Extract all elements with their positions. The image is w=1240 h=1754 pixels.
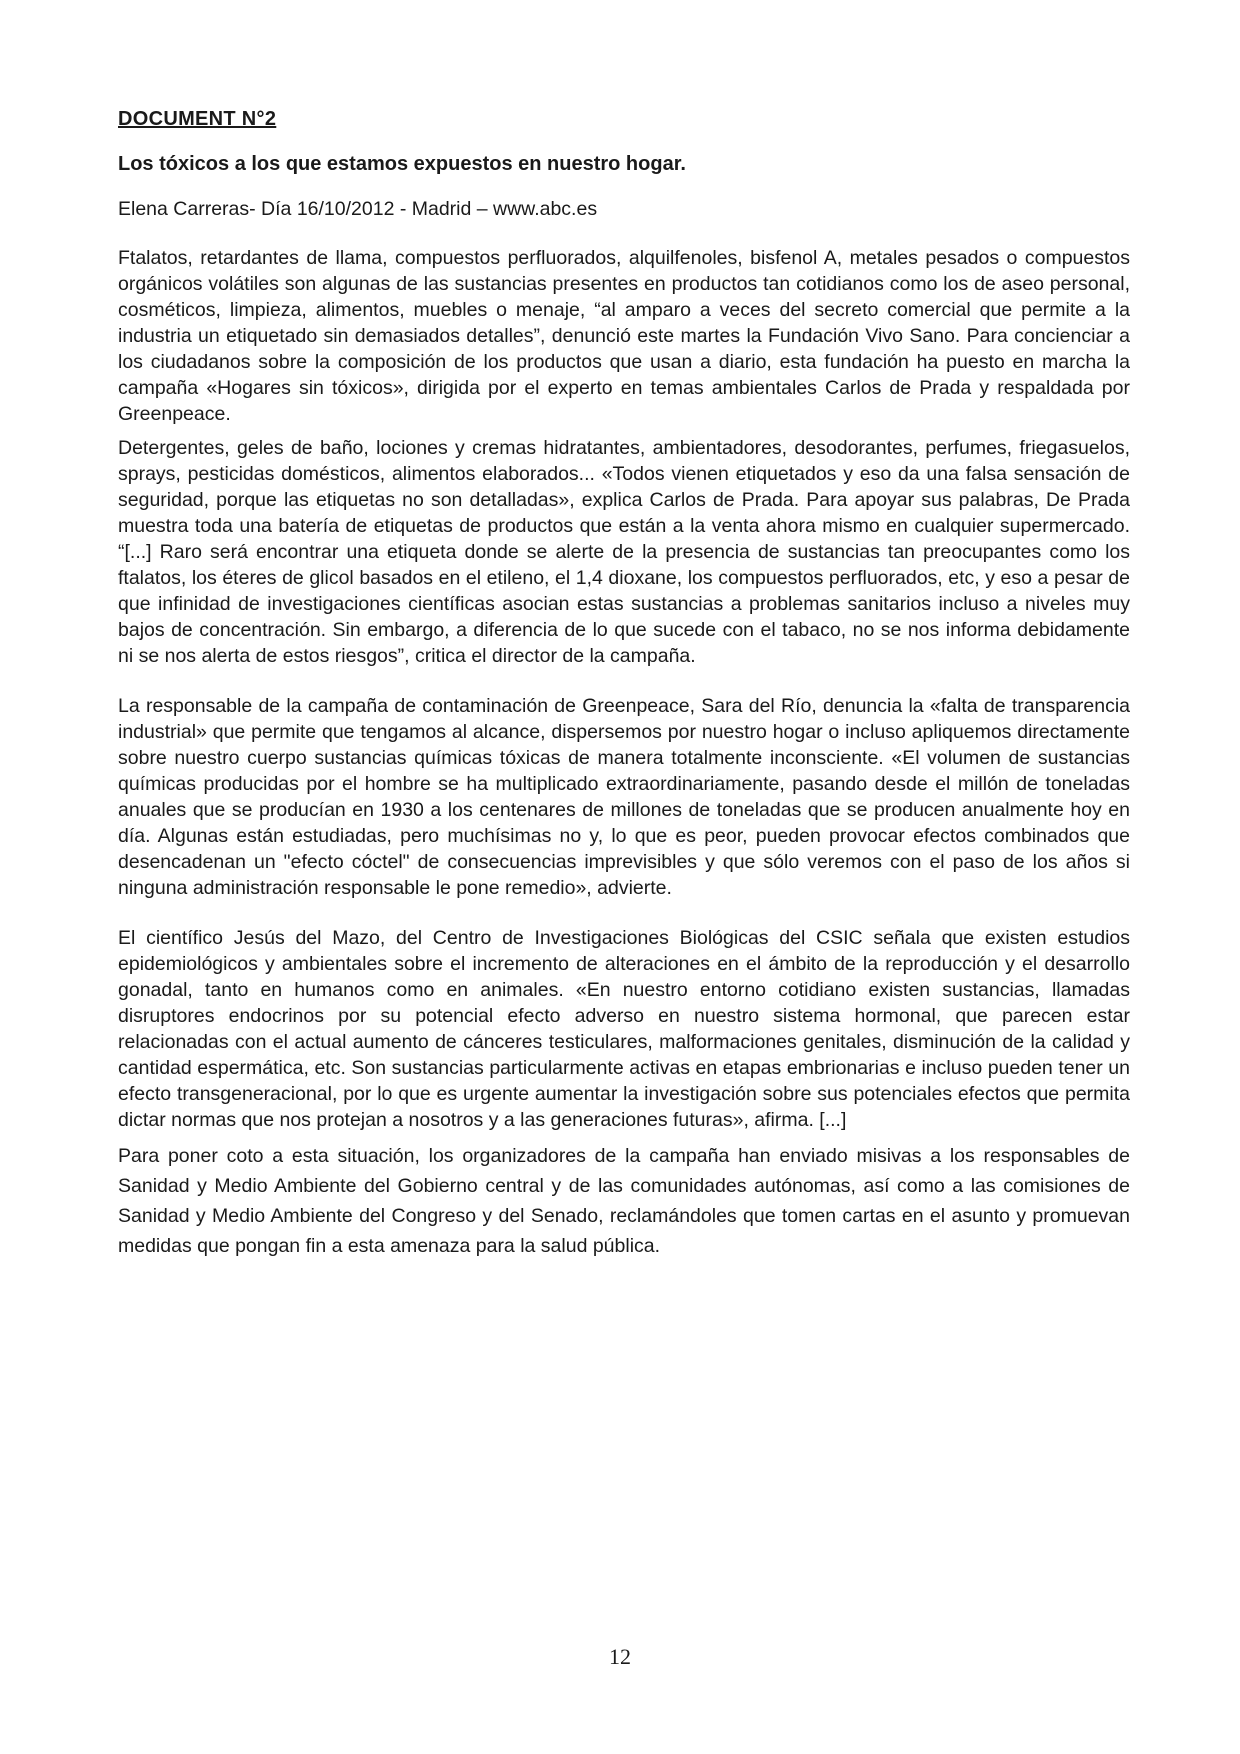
page-number: 12 [609, 1644, 631, 1669]
paragraph-5: Para poner coto a esta situación, los organizadores de la campaña han enviado misivas a los responsables de Sanidad y Medio Ambiente del Gobierno central y de las comunidades autónomas, así como a las comisiones de Sanidad y Medio Ambiente del Congreso y del Senado, reclamándoles que tomen cartas en el asunto y promuevan medidas que pongan fin a esta amenaza para la salud pública. [118, 1145, 1130, 1257]
paragraph-2: Detergentes, geles de baño, lociones y cremas hidratantes, ambientadores, desodorantes, perfumes, friegasuelos, sprays, pesticidas domésticos, alimentos elaborados... «Todos vienen etiquetados y eso da una falsa sensación de seguridad, porque las etiquetas no son detalladas», explica Carlos de Prada. Para apoyar sus palabras, De Prada muestra toda una batería de etiquetas de productos que están a la venta ahora mismo en cualquier supermercado. “[...] Raro será encontrar una etiqueta donde se alerte de la presencia de sustancias tan preocupantes como los ftalatos, los éteres de glicol basados en el etileno, el 1,4 dioxane, los compuestos perfluorados, etc, y eso a pesar de que infinidad de investigaciones científicas asocian estas sustancias a problemas sanitarios incluso a niveles muy bajos de concentración. Sin embargo, a diferencia de lo que sucede con el tabaco, no se nos informa debidamente ni se nos alerta de estos riesgos”, critica el director de la campaña. [118, 437, 1130, 667]
document-page [118, 108, 1130, 1261]
paragraph-4: El científico Jesús del Mazo, del Centro de Investigaciones Biológicas del CSIC señala que existen estudios epidemiológicos y ambientales sobre el incremento de alteraciones en el ámbito de la reproducción y el desarrollo gonadal, tanto en humanos como en animales. «En nuestro entorno cotidiano existen sustancias, llamadas disruptores endocrinos por su potencial efecto adverso en nuestro sistema hormonal, que parecen estar relacionadas con el actual aumento de cánceres testiculares, malformaciones genitales, disminución de la calidad y cantidad espermática, etc. Son sustancias particularmente activas en etapas embrionarias e incluso pueden tener un efecto transgeneracional, por lo que es urgente aumentar la investigación sobre sus potenciales efectos que permita dictar normas que nos protejan a nosotros y a las generaciones futuras», afirma. [...] [118, 927, 1130, 1131]
paragraph-1: Ftalatos, retardantes de llama, compuestos perfluorados, alquilfenoles, bisfenol A, metales pesados o compuestos orgánicos volátiles son algunas de las sustancias presentes en productos tan cotidianos como los de aseo personal, cosméticos, limpieza, alimentos, muebles o menaje, “al amparo a veces del secreto comercial que permite a la industria un etiquetado sin demasiados detalles”, denunció este martes la Fundación Vivo Sano. Para concienciar a los ciudadanos sobre la composición de los productos que usan a diario, esta fundación ha puesto en marcha la campaña «Hogares sin tóxicos», dirigida por el experto en temas ambientales Carlos de Prada y respaldada por Greenpeace. [118, 247, 1130, 425]
article-byline: Elena Carreras- Día 16/10/2012 - Madrid – www.abc.es [118, 198, 598, 220]
document-label: DOCUMENT N°2 [118, 108, 277, 130]
paragraph-3: La responsable de la campaña de contaminación de Greenpeace, Sara del Río, denuncia la «falta de transparencia industrial» que permite que tengamos al alcance, dispersemos por nuestro hogar o incluso apliquemos directamente sobre nuestro cuerpo sustancias químicas tóxicas de manera totalmente inconsciente. «El volumen de sustancias químicas producidas por el hombre se ha multiplicado extraordinariamente, pasando desde el millón de toneladas anuales que se producían en 1930 a los centenares de millones de toneladas que se producen anualmente hoy en día. Algunas están estudiadas, pero muchísimas no y, lo que es peor, pueden provocar efectos combinados que desencadenan un "efecto cóctel" de consecuencias imprevisibles y que sólo veremos con el paso de los años si ninguna administración responsable le pone remedio», advierte. [118, 695, 1130, 899]
article-title: Los tóxicos a los que estamos expuestos en nuestro hogar. [118, 153, 686, 175]
